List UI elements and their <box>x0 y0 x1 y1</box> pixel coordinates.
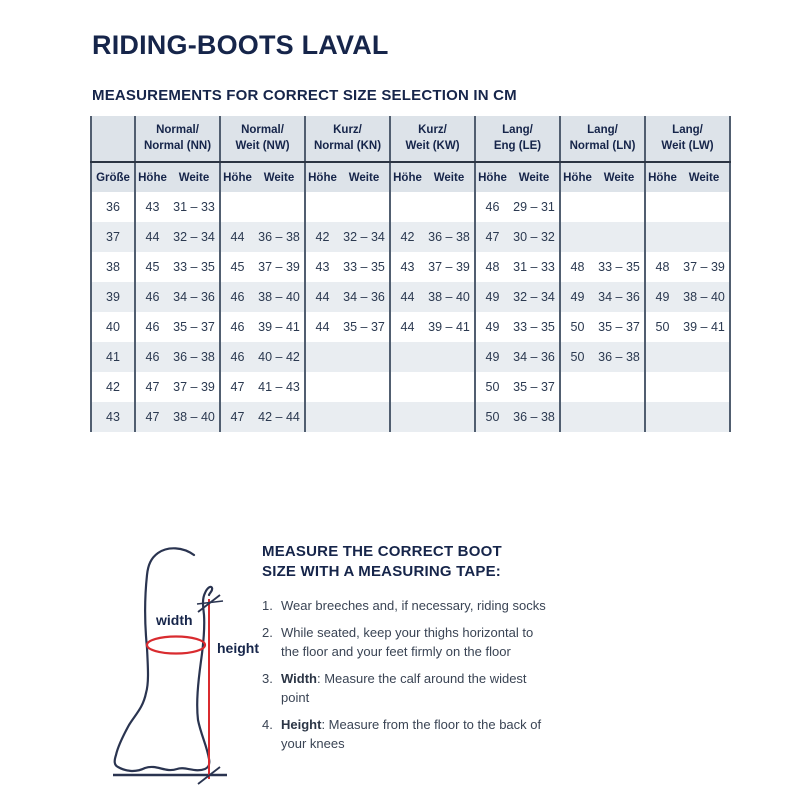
weite-cell: 35 – 37 <box>343 320 385 334</box>
weite-cell: 35 – 37 <box>173 320 215 334</box>
hoehe-cell: 50 <box>560 312 594 342</box>
size-cell: 42 <box>91 372 135 402</box>
group-label-line1: Normal/ <box>156 123 199 136</box>
hoehe-cell: 42 <box>305 222 339 252</box>
height-column-header: Höhe <box>220 162 254 192</box>
weite-cell: 38 – 40 <box>173 410 215 424</box>
hoehe-cell <box>560 192 594 222</box>
weite-cell: 36 – 38 <box>513 410 555 424</box>
weite-cell <box>679 372 730 402</box>
boot-outline <box>115 548 213 771</box>
weite-cell <box>594 192 645 222</box>
measure-heading <box>262 542 562 583</box>
measure-heading-line2: SIZE WITH A MEASURING TAPE: <box>262 563 502 581</box>
hoehe-cell <box>305 372 339 402</box>
step-lead: Width <box>281 671 317 687</box>
step-lead: Height <box>281 717 322 733</box>
weite-cell: 31 – 33 <box>513 260 555 274</box>
hoehe-cell: 48 <box>475 252 509 282</box>
step-text: : Measure the calf around the widest point <box>281 671 527 705</box>
hoehe-cell: 42 <box>390 222 424 252</box>
group-label-line2: Normal (NN) <box>143 139 212 152</box>
height-column-header: Höhe <box>305 162 339 192</box>
hoehe-cell: 50 <box>475 372 509 402</box>
hoehe-cell: 49 <box>645 282 679 312</box>
hoehe-cell: 47 <box>220 372 254 402</box>
weite-cell <box>339 342 390 372</box>
column-group-header <box>390 116 475 162</box>
page-title: RIDING-BOOTS LAVAL <box>92 30 389 60</box>
group-label-line2: Eng (LE) <box>493 139 542 152</box>
weite-cell: 35 – 37 <box>513 380 555 394</box>
hoehe-cell: 46 <box>220 282 254 312</box>
height-column-header: Höhe <box>560 162 594 192</box>
group-label-line1: Lang/ <box>502 123 533 136</box>
weite-cell <box>254 192 305 222</box>
weite-cell: 36 – 38 <box>428 230 470 244</box>
hoehe-cell: 46 <box>135 312 169 342</box>
hoehe-cell: 45 <box>135 252 169 282</box>
weite-cell: 42 – 44 <box>258 410 300 424</box>
hoehe-cell: 49 <box>560 282 594 312</box>
width-column-header: Weite <box>679 162 730 192</box>
table-corner-cell <box>91 116 135 162</box>
hoehe-cell <box>220 192 254 222</box>
hoehe-cell <box>645 192 679 222</box>
group-label-line2: Normal (KN) <box>313 139 382 152</box>
step-number: 1. <box>262 598 273 613</box>
weite-cell: 37 – 39 <box>679 252 730 282</box>
height-column-header: Höhe <box>390 162 424 192</box>
hoehe-cell: 46 <box>135 342 169 372</box>
hoehe-cell: 47 <box>220 402 254 432</box>
hoehe-cell: 43 <box>135 192 169 222</box>
table-row <box>91 342 730 372</box>
width-column-header: Weite <box>424 162 475 192</box>
hoehe-cell <box>390 402 424 432</box>
weite-cell: 29 – 31 <box>513 200 555 214</box>
weite-cell: 38 – 40 <box>679 282 730 312</box>
hoehe-cell <box>645 402 679 432</box>
hoehe-cell: 46 <box>475 192 509 222</box>
page-subtitle: MEASUREMENTS FOR CORRECT SIZE SELECTION IN CM <box>92 87 517 104</box>
table-row <box>91 282 730 312</box>
weite-cell: 34 – 36 <box>343 290 385 304</box>
weite-cell: 33 – 35 <box>343 260 385 274</box>
group-label-line2: Weit (NW) <box>235 139 290 152</box>
weite-cell: 40 – 42 <box>258 350 300 364</box>
measure-steps <box>262 597 554 762</box>
size-column-header: Größe <box>91 162 135 192</box>
weite-cell: 36 – 38 <box>173 350 215 364</box>
hoehe-cell: 44 <box>390 282 424 312</box>
hoehe-cell: 44 <box>135 222 169 252</box>
table-row <box>91 192 730 222</box>
weite-cell: 36 – 38 <box>258 230 300 244</box>
weite-cell: 32 – 34 <box>513 290 555 304</box>
hoehe-cell <box>560 372 594 402</box>
weite-cell: 31 – 33 <box>173 200 215 214</box>
step-item <box>262 670 554 707</box>
hoehe-cell: 46 <box>135 282 169 312</box>
hoehe-cell: 50 <box>475 402 509 432</box>
group-label-line2: Normal (LN) <box>569 139 636 152</box>
width-column-header: Weite <box>594 162 645 192</box>
weite-cell: 39 – 41 <box>428 320 470 334</box>
weite-cell <box>424 192 475 222</box>
step-text: : Measure from the floor to the back of your knees <box>281 717 542 751</box>
size-cell: 41 <box>91 342 135 372</box>
measure-heading-line1: MEASURE THE CORRECT BOOT <box>262 543 502 560</box>
size-cell: 38 <box>91 252 135 282</box>
weite-cell: 34 – 36 <box>173 290 215 304</box>
hoehe-cell: 50 <box>645 312 679 342</box>
width-column-header: Weite <box>169 162 220 192</box>
weite-cell: 37 – 39 <box>173 380 215 394</box>
size-table <box>90 116 731 432</box>
hoehe-cell <box>645 342 679 372</box>
step-item <box>262 716 554 753</box>
weite-cell <box>679 342 730 372</box>
weite-cell <box>594 402 645 432</box>
height-column-header: Höhe <box>135 162 169 192</box>
hoehe-cell <box>305 402 339 432</box>
height-label: height <box>217 640 259 656</box>
size-cell: 39 <box>91 282 135 312</box>
weite-cell: 38 – 40 <box>428 290 470 304</box>
table-row <box>91 222 730 252</box>
column-group-header <box>560 116 645 162</box>
hoehe-cell: 49 <box>475 312 509 342</box>
weite-cell: 36 – 38 <box>598 350 640 364</box>
step-item <box>262 624 554 661</box>
hoehe-cell: 50 <box>560 342 594 372</box>
hoehe-cell <box>305 192 339 222</box>
hoehe-cell: 48 <box>645 252 679 282</box>
step-text-wrap <box>281 670 554 707</box>
size-cell: 40 <box>91 312 135 342</box>
table-row <box>91 252 730 282</box>
step-number: 4. <box>262 717 273 733</box>
size-cell: 37 <box>91 222 135 252</box>
hoehe-cell <box>645 372 679 402</box>
hoehe-cell: 48 <box>560 252 594 282</box>
hoehe-cell: 43 <box>390 252 424 282</box>
group-label-line1: Kurz/ <box>418 123 447 136</box>
hoehe-cell: 47 <box>135 402 169 432</box>
table-row <box>91 402 730 432</box>
step-item <box>262 597 554 615</box>
width-column-header: Weite <box>509 162 560 192</box>
width-label: width <box>156 612 193 628</box>
width-column-header: Weite <box>339 162 390 192</box>
group-label-line1: Lang/ <box>587 123 618 136</box>
hoehe-cell: 49 <box>475 282 509 312</box>
width-ellipse <box>147 637 205 654</box>
hoehe-cell <box>390 372 424 402</box>
hoehe-cell: 43 <box>305 252 339 282</box>
hoehe-cell <box>645 222 679 252</box>
weite-cell <box>594 222 645 252</box>
table-group-header-row <box>91 116 730 162</box>
weite-cell: 38 – 40 <box>258 290 300 304</box>
column-group-header <box>220 116 305 162</box>
hoehe-cell: 44 <box>305 312 339 342</box>
column-group-header <box>475 116 560 162</box>
step-number: 2. <box>262 625 273 641</box>
step-text-wrap <box>281 597 554 615</box>
weite-cell <box>339 402 390 432</box>
table-subheader-row <box>91 162 730 192</box>
size-cell: 43 <box>91 402 135 432</box>
size-cell: 36 <box>91 192 135 222</box>
table-row <box>91 372 730 402</box>
hoehe-cell: 44 <box>220 222 254 252</box>
hoehe-cell: 47 <box>475 222 509 252</box>
step-text-wrap <box>281 716 554 753</box>
hoehe-cell: 49 <box>475 342 509 372</box>
group-label-line1: Kurz/ <box>333 123 362 136</box>
group-label-line1: Normal/ <box>241 123 284 136</box>
hoehe-cell: 44 <box>390 312 424 342</box>
hoehe-cell: 46 <box>220 312 254 342</box>
weite-cell <box>679 402 730 432</box>
weite-cell <box>339 372 390 402</box>
weite-cell <box>679 192 730 222</box>
weite-cell: 32 – 34 <box>343 230 385 244</box>
hoehe-cell <box>560 402 594 432</box>
weite-cell <box>424 372 475 402</box>
column-group-header <box>135 116 220 162</box>
weite-cell <box>594 372 645 402</box>
hoehe-cell: 47 <box>135 372 169 402</box>
weite-cell: 34 – 36 <box>598 290 640 304</box>
weite-cell <box>424 342 475 372</box>
height-column-header: Höhe <box>475 162 509 192</box>
table-row <box>91 312 730 342</box>
column-group-header <box>305 116 390 162</box>
hoehe-cell <box>305 342 339 372</box>
step-text: While seated, keep your thighs horizontal to the floor and your feet firmly on the floor <box>281 625 534 659</box>
hoehe-cell: 44 <box>305 282 339 312</box>
step-text: Wear breeches and, if necessary, riding socks <box>281 598 546 613</box>
weite-cell: 34 – 36 <box>513 350 555 364</box>
weite-cell: 37 – 39 <box>428 260 470 274</box>
hoehe-cell <box>560 222 594 252</box>
hoehe-cell <box>390 342 424 372</box>
weite-cell <box>424 402 475 432</box>
width-column-header: Weite <box>254 162 305 192</box>
hoehe-cell: 46 <box>220 342 254 372</box>
weite-cell <box>339 192 390 222</box>
weite-cell: 37 – 39 <box>258 260 300 274</box>
weite-cell: 32 – 34 <box>173 230 215 244</box>
weite-cell: 35 – 37 <box>598 320 640 334</box>
step-text-wrap <box>281 624 554 661</box>
step-number: 3. <box>262 671 273 687</box>
hoehe-cell: 45 <box>220 252 254 282</box>
group-label-line2: Weit (LW) <box>661 139 714 152</box>
weite-cell: 33 – 35 <box>598 260 640 274</box>
group-label-line2: Weit (KW) <box>405 139 460 152</box>
weite-cell: 41 – 43 <box>258 380 300 394</box>
weite-cell: 39 – 41 <box>679 312 730 342</box>
group-label-line1: Lang/ <box>672 123 703 136</box>
weite-cell: 39 – 41 <box>258 320 300 334</box>
weite-cell <box>679 222 730 252</box>
hoehe-cell <box>390 192 424 222</box>
column-group-header <box>645 116 730 162</box>
height-column-header: Höhe <box>645 162 679 192</box>
weite-cell: 33 – 35 <box>173 260 215 274</box>
weite-cell: 30 – 32 <box>513 230 555 244</box>
weite-cell: 33 – 35 <box>513 320 555 334</box>
